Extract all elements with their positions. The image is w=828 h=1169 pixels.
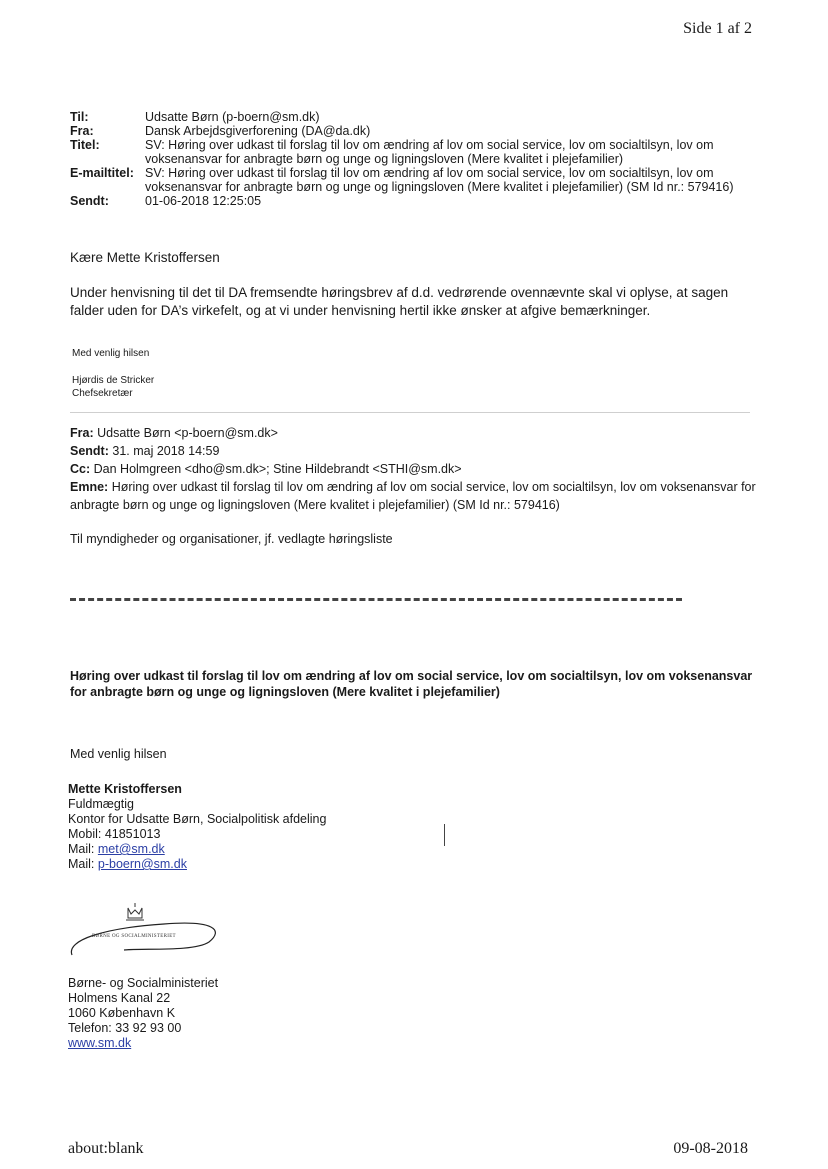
ministry-logo	[64, 900, 224, 960]
fwd-sent-row	[70, 442, 770, 460]
fwd-from-row	[70, 424, 770, 442]
fwd-subject-label: Emne:	[70, 480, 109, 494]
signer-title: Chefsekretær	[72, 388, 133, 399]
header-sent-row	[70, 194, 765, 208]
vertical-mark	[444, 824, 445, 846]
forwarded-intro: Til myndigheder og organisationer, jf. vedlagte høringsliste	[70, 532, 393, 546]
sender-mail-2	[68, 857, 326, 872]
header-from-row	[70, 124, 765, 138]
salutation: Kære Mette Kristoffersen	[70, 250, 220, 265]
crown-icon	[126, 903, 144, 920]
divider	[70, 412, 750, 413]
original-closing: Med venlig hilsen	[70, 747, 167, 761]
sender-mobile: Mobil: 41851013	[68, 827, 161, 841]
header-title-row	[70, 138, 765, 166]
from-value: Dansk Arbejdsgiverforening (DA@da.dk)	[145, 124, 371, 138]
email-title-value: SV: Høring over udkast til forslag til lov om ændring af lov om social service, lov om socialtilsyn, lov om voksenansvar for anbragte børn og unge og ligningsloven (Mere kvalitet i plejefamilier) (SM Id nr.: 579416)	[145, 166, 734, 194]
fwd-cc-value: Dan Holmgreen <dho@sm.dk>; Stine Hildebrandt <STHI@sm.dk>	[93, 462, 462, 476]
address-city: 1060 København K	[68, 1006, 176, 1020]
sent-value: 01-06-2018 12:25:05	[145, 194, 262, 208]
footer-date: 09-08-2018	[673, 1140, 748, 1157]
header-to-row	[70, 110, 765, 124]
fwd-from-value: Udsatte Børn <p-boern@sm.dk>	[97, 426, 278, 440]
mail2-link[interactable]: p-boern@sm.dk	[97, 857, 187, 871]
mail1-label: Mail:	[68, 842, 98, 856]
title-label: Titel:	[70, 138, 100, 152]
mail1-link[interactable]: met@sm.dk	[97, 842, 165, 856]
from-label: Fra:	[70, 124, 94, 138]
reply-closing: Med venlig hilsen	[72, 348, 150, 359]
sender-title: Fuldmægtig	[68, 797, 134, 811]
signer-name: Hjørdis de Stricker	[72, 375, 155, 386]
fwd-subject-value: Høring over udkast til forslag til lov om ændring af lov om social service, lov om socialtilsyn, lov om voksenansvar for anbragte børn og unge og ligningsloven (Mere kvalitet i plejefamilier) (SM Id nr.: 579416)	[70, 480, 756, 512]
fwd-sent-value: 31. maj 2018 14:59	[112, 444, 220, 458]
sender-office: Kontor for Udsatte Børn, Socialpolitisk afdeling	[68, 812, 327, 826]
header-email-title-row	[70, 166, 765, 194]
mail2-label: Mail:	[68, 857, 98, 871]
forwarded-header	[70, 424, 770, 514]
address-street: Holmens Kanal 22	[68, 991, 171, 1005]
fwd-cc-row	[70, 460, 770, 478]
fwd-sent-label: Sendt:	[70, 444, 109, 458]
title-value: SV: Høring over udkast til forslag til lov om ændring af lov om social service, lov om socialtilsyn, lov om voksenansvar for anbragte børn og unge og ligningsloven (Mere kvalitet i plejefamilier)	[145, 138, 714, 166]
original-signature	[68, 782, 326, 872]
website-link[interactable]: www.sm.dk	[68, 1036, 132, 1050]
sender-name: Mette Kristoffersen	[68, 782, 182, 796]
address-org: Børne- og Socialministeriet	[68, 976, 219, 990]
original-subject: Høring over udkast til forslag til lov om ændring af lov om social service, lov om socialtilsyn, lov om voksenansvar for anbragte børn og unge og ligningsloven (Mere kvalitet i plejefamilier)	[70, 669, 753, 699]
email-title-label: E-mailtitel:	[70, 166, 134, 180]
to-label: Til:	[70, 110, 89, 124]
reply-signature	[72, 374, 154, 400]
dashed-separator	[70, 598, 682, 601]
address-phone: Telefon: 33 92 93 00	[68, 1021, 182, 1035]
footer-url: about:blank	[68, 1140, 144, 1157]
reply-body: Under henvisning til det til DA fremsendte høringsbrev af d.d. vedrørende ovennævnte skal vi oplyse, at sagen falder uden for DA’s virkefelt, og at vi under henvisning hertil ikke ønsker at afgive bemærkninger.	[70, 285, 729, 318]
sent-label: Sendt:	[70, 194, 109, 208]
page-number: Side 1 af 2	[683, 20, 752, 37]
fwd-subject-row	[70, 478, 770, 514]
logo-text: BØRNE OG SOCIALMINISTERIET	[92, 934, 176, 939]
fwd-cc-label: Cc:	[70, 462, 91, 476]
fwd-from-label: Fra:	[70, 426, 94, 440]
sender-mail-1	[68, 842, 326, 857]
email-header	[70, 110, 765, 208]
address-block	[68, 976, 218, 1051]
to-value: Udsatte Børn (p-boern@sm.dk)	[145, 110, 320, 124]
